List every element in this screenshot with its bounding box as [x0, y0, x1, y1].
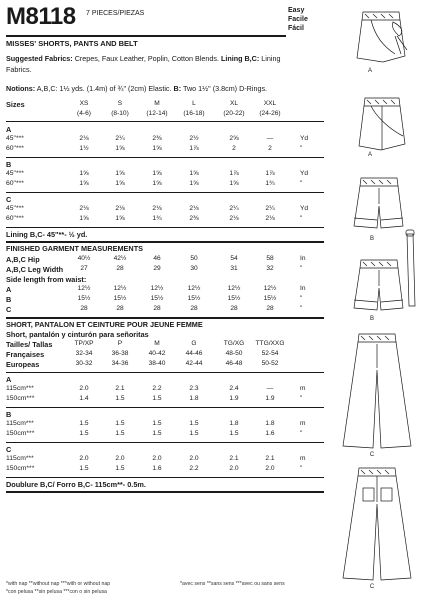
metric-unit: m	[300, 385, 306, 392]
size-range: (8-10)	[111, 110, 129, 117]
yardage-cell: 2⅛	[189, 205, 199, 212]
side-length-cell: 28	[116, 305, 124, 312]
metric-unit: "	[300, 430, 303, 437]
finished-cell: 50	[190, 255, 198, 262]
french-size-cell: 40-42	[148, 350, 166, 357]
side-length-cell: 12½	[263, 285, 277, 292]
yardage-cell: 2¼	[115, 135, 125, 142]
metric-yardage-cell: 2.2	[152, 385, 162, 392]
metric-yardage-cell: 2.1	[229, 455, 239, 462]
notions-text-abc: A,B,C: 1½ yds. (1.4m) of ¾" (2cm) Elastic.	[36, 84, 172, 93]
side-length-cell: 12½	[113, 285, 127, 292]
metric-yardage-cell: 1.8	[189, 395, 199, 402]
yardage-cell: 2¼	[265, 205, 275, 212]
notions-label: Notions:	[6, 84, 36, 93]
yardage-cell: 1⅞	[189, 145, 199, 152]
yardage-cell: 2¼	[229, 205, 239, 212]
french-sizes-label: Françaises	[6, 350, 45, 359]
metric-yardage-cell: 1.5	[152, 420, 162, 427]
metric-yardage-cell: 2.0	[265, 465, 275, 472]
belt-sketch	[406, 230, 415, 306]
metric-yardage-cell: 2.1	[265, 455, 275, 462]
view-c-back-sketch	[343, 468, 411, 580]
size-range: (20-22)	[223, 110, 245, 117]
finished-cell: 46	[153, 255, 161, 262]
european-size-cell: 38-40	[148, 360, 166, 367]
yardage-cell: 2⅛	[79, 135, 89, 142]
metric-fabric-width: 115cm***	[6, 420, 34, 427]
finished-label: A,B,C Hip	[6, 255, 40, 264]
yardage-cell: 1⅞	[229, 170, 239, 177]
side-length-label: A	[6, 285, 12, 294]
fabric-width: 60"***	[6, 145, 24, 152]
metric-yardage-cell: 2.3	[189, 385, 199, 392]
yardage-unit: Yd	[300, 205, 309, 212]
metric-yardage-cell: 2.0	[79, 385, 89, 392]
side-length-cell: 15½	[263, 295, 277, 302]
metric-fabric-width: 115cm***	[6, 455, 34, 462]
yardage-cell: 1⅝	[115, 180, 125, 187]
french-title: SHORT, PANTALON ET CEINTURE POUR JEUNE FEMME	[6, 320, 203, 329]
yardage-unit: "	[300, 215, 303, 222]
sizes-rule	[6, 121, 324, 122]
yardage-cell: 1¾	[152, 215, 162, 222]
european-sizes-label: Europeas	[6, 360, 40, 369]
french-size-cell: 44-46	[185, 350, 203, 357]
metric-unit: m	[300, 420, 306, 427]
side-length-label: B	[6, 295, 12, 304]
yardage-cell: 2⅝	[229, 135, 239, 142]
yardage-rule	[6, 192, 324, 193]
metric-unit: m	[300, 455, 306, 462]
view-a-front-sketch	[357, 12, 407, 62]
sketches-svg	[335, 6, 425, 584]
european-size-cell: 34-36	[111, 360, 129, 367]
lining-rule	[6, 241, 324, 243]
yardage-cell: 2⅜	[152, 135, 162, 142]
view-label-c1: C	[369, 452, 375, 458]
finished-cell: 32	[266, 265, 274, 272]
side-length-cell: 28	[190, 305, 198, 312]
yardage-cell: 1⅝	[79, 215, 89, 222]
finished-unit: In	[300, 255, 306, 262]
size-name: XS	[79, 100, 89, 107]
foreign-size-label: Tailles/ Tallas	[6, 340, 53, 349]
yardage-cell: —	[266, 135, 274, 142]
metric-unit: "	[300, 395, 303, 402]
view-label-b2: B	[369, 316, 374, 322]
metric-fabric-width: 115cm***	[6, 385, 34, 392]
side-length-cell: 15½	[150, 295, 164, 302]
metric-fabric-width: 150cm***	[6, 430, 35, 437]
footnote-fr: *avec sens **sans sens ***avec ou sans sens	[180, 581, 285, 587]
yardage-cell: 1¾	[265, 180, 275, 187]
french-size-cell: 48-50	[225, 350, 243, 357]
yardage-cell: 2⅛	[265, 215, 275, 222]
metric-yardage-cell: 2.2	[189, 465, 199, 472]
side-length-cell: 28	[266, 305, 274, 312]
lining-text: Lining Fabrics.	[6, 54, 281, 74]
french-size-cell: 52-54	[261, 350, 279, 357]
size-range: (12-14)	[146, 110, 168, 117]
metric-yardage-cell: 1.8	[229, 420, 239, 427]
finished-cell: 31	[230, 265, 238, 272]
metric-yardage-cell: 1.9	[229, 395, 239, 402]
yardage-rule	[6, 227, 324, 228]
notions-text-b: Two 1½" (3.8cm) D-Rings.	[183, 84, 268, 93]
view-c-front-sketch	[343, 334, 411, 448]
yardage-cell: 2	[232, 145, 236, 152]
european-size-cell: 30-32	[75, 360, 93, 367]
metric-yardage-cell: 1.5	[189, 430, 199, 437]
side-length-cell: 28	[80, 305, 88, 312]
metric-view-a-label: A	[6, 375, 12, 384]
metric-yardage-cell: 1.4	[79, 395, 89, 402]
finished-title: FINISHED GARMENT MEASUREMENTS	[6, 244, 144, 253]
difficulty-fr: Facile	[288, 16, 308, 23]
yardage-cell: 1⅞	[265, 170, 275, 177]
metric-yardage-cell: 1.8	[265, 420, 275, 427]
finished-cell: 42½	[113, 255, 127, 262]
metric-yardage-cell: 1.5	[79, 465, 89, 472]
side-length-cell: 12½	[77, 285, 91, 292]
pattern-title: MISSES' SHORTS, PANTS AND BELT	[6, 39, 138, 48]
side-length-label: C	[6, 305, 12, 314]
yardage-cell: 1⅝	[189, 170, 199, 177]
metric-yardage-cell: 2.0	[189, 455, 199, 462]
yardage-cell: 1½	[79, 145, 89, 152]
side-length-cell: 15½	[113, 295, 127, 302]
yardage-unit: Yd	[300, 170, 309, 177]
side-length-cell: 12½	[187, 285, 201, 292]
foreign-sizes-rule	[6, 372, 324, 373]
fabrics-text: Crepes, Faux Leather, Poplin, Cotton Blends.	[74, 54, 219, 63]
size-range: (24-26)	[259, 110, 281, 117]
fabric-width: 45"***	[6, 170, 24, 177]
metric-yardage-cell: 2.0	[152, 455, 162, 462]
finished-cell: 58	[266, 255, 274, 262]
side-length-cell: 28	[230, 305, 238, 312]
side-length-title: Side length from waist:	[6, 275, 87, 284]
size-name: XXL	[263, 100, 277, 107]
metric-view-c-label: C	[6, 445, 12, 454]
view-label-c2: C	[369, 584, 375, 590]
french-size-cell: 32-34	[75, 350, 93, 357]
view-a-back-sketch	[359, 98, 405, 150]
yardage-unit: "	[300, 180, 303, 187]
yardage-cell: 2	[268, 145, 272, 152]
yardage-rule	[6, 157, 324, 158]
finished-rule	[6, 317, 324, 319]
yardage-cell: 1⅝	[79, 170, 89, 177]
yardage-cell: 1⅝	[152, 170, 162, 177]
view-label-a1: A	[367, 68, 372, 74]
side-length-unit: In	[300, 285, 306, 292]
notions-label-b: B:	[173, 84, 182, 93]
yardage-cell: 1⅝	[152, 180, 162, 187]
finished-label: A,B,C Leg Width	[6, 265, 64, 274]
yardage-cell: 2⅛	[115, 205, 125, 212]
notions	[6, 85, 286, 92]
view-label-b1: B	[369, 236, 374, 242]
side-length-cell: 15½	[227, 295, 241, 302]
foreign-size-name: P	[117, 340, 123, 347]
metric-yardage-cell: 1.9	[265, 395, 275, 402]
side-length-cell: 15½	[77, 295, 91, 302]
view-a-label: A	[6, 125, 12, 134]
metric-yardage-cell: —	[266, 385, 274, 392]
finished-cell: 27	[80, 265, 88, 272]
yardage-cell: 2⅜	[189, 215, 199, 222]
metric-yardage-cell: 1.5	[189, 420, 199, 427]
fabric-width: 60"***	[6, 180, 24, 187]
metric-view-b-label: B	[6, 410, 12, 419]
european-size-cell: 42-44	[185, 360, 203, 367]
metric-yardage-cell: 1.5	[229, 430, 239, 437]
spanish-title: Short, pantalón y cinturón para señoritas	[6, 330, 149, 339]
lining-yardage: Lining B,C- 45"**- ½ yd.	[6, 230, 88, 239]
size-range: (16-18)	[183, 110, 205, 117]
yardage-cell: 1⅝	[152, 145, 162, 152]
metric-yardage-cell: 2.0	[79, 455, 89, 462]
side-length-cell: 15½	[187, 295, 201, 302]
view-sketches	[335, 6, 425, 584]
side-length-unit: "	[300, 295, 303, 302]
foreign-size-name: TTG/XXG	[255, 340, 285, 347]
difficulty-en: Easy	[288, 7, 305, 14]
header-rule	[6, 35, 286, 37]
finished-cell: 54	[230, 255, 238, 262]
side-length-unit: "	[300, 305, 303, 312]
yardage-cell: 2⅛	[79, 205, 89, 212]
yardage-cell: 1⅝	[229, 180, 239, 187]
metric-yardage-cell: 1.5	[152, 430, 162, 437]
foreign-size-name: G	[191, 340, 197, 347]
side-length-cell: 12½	[227, 285, 241, 292]
metric-yardage-cell: 1.5	[152, 395, 162, 402]
fabric-width: 60"***	[6, 215, 24, 222]
finished-cell: 40½	[77, 255, 91, 262]
difficulty-es: Fácil	[288, 25, 304, 32]
size-range: (4-6)	[77, 110, 91, 117]
metric-yardage-cell: 1.5	[115, 465, 125, 472]
yardage-unit: Yd	[300, 135, 309, 142]
yardage-unit: "	[300, 145, 303, 152]
fabric-width: 45"***	[6, 205, 24, 212]
size-name: XL	[229, 100, 239, 107]
size-name: L	[192, 100, 196, 107]
metric-yardage-cell: 1.6	[152, 465, 162, 472]
metric-yardage-cell: 1.5	[115, 395, 125, 402]
pattern-number: M8118	[6, 3, 76, 30]
european-size-cell: 50-52	[261, 360, 279, 367]
metric-yardage-cell: 1.6	[265, 430, 275, 437]
footer-rule	[6, 491, 324, 493]
view-label-a2: A	[367, 152, 372, 158]
view-b-front-sketch	[354, 178, 403, 228]
pieces-count: 7 PIECES/PIEZAS	[86, 10, 145, 17]
side-length-cell: 12½	[150, 285, 164, 292]
yardage-cell: 2⅛	[152, 205, 162, 212]
metric-yardage-cell: 2.1	[115, 385, 125, 392]
metric-yardage-cell: 1.5	[79, 430, 89, 437]
view-c-label: C	[6, 195, 12, 204]
fabrics-label: Suggested Fabrics:	[6, 54, 73, 63]
metric-yardage-cell: 2.4	[229, 385, 239, 392]
yardage-cell: 1⅝	[79, 180, 89, 187]
yardage-cell: 1⅝	[189, 180, 199, 187]
yardage-cell: 1⅝	[115, 145, 125, 152]
metric-yardage-cell: 2.0	[229, 465, 239, 472]
european-size-cell: 46-48	[225, 360, 243, 367]
fabric-width: 45"***	[6, 135, 24, 142]
yardage-cell: 1⅝	[115, 170, 125, 177]
sizes-label: Sizes	[6, 100, 25, 109]
yardage-cell: 1⅝	[115, 215, 125, 222]
view-b-back-sketch	[354, 260, 403, 310]
size-name: M	[154, 100, 160, 107]
footnote-en: *with nap **without nap ***with or without nap	[6, 581, 111, 587]
foreign-size-name: M	[154, 340, 160, 347]
finished-cell: 29	[153, 265, 161, 272]
metric-rule	[6, 477, 324, 478]
metric-unit: "	[300, 465, 303, 472]
finished-cell: 28	[116, 265, 124, 272]
finished-unit: "	[300, 265, 303, 272]
metric-rule	[6, 442, 324, 443]
side-length-cell: 28	[153, 305, 161, 312]
metric-rule	[6, 407, 324, 408]
foreign-size-name: TP/XP	[74, 340, 94, 347]
finished-cell: 30	[190, 265, 198, 272]
footnote-es: *con pelusa **sin pelusa ***con o sin pelusa	[6, 589, 107, 595]
metric-yardage-cell: 1.5	[115, 420, 125, 427]
metric-yardage-cell: 1.5	[115, 430, 125, 437]
yardage-cell: 2⅛	[229, 215, 239, 222]
metric-fabric-width: 150cm***	[6, 395, 35, 402]
lining-label: Lining B,C:	[220, 54, 260, 63]
metric-yardage-cell: 2.0	[115, 455, 125, 462]
size-name: S	[117, 100, 123, 107]
metric-yardage-cell: 1.5	[79, 420, 89, 427]
yardage-cell: 2½	[189, 135, 199, 142]
view-b-label: B	[6, 160, 12, 169]
french-size-cell: 36-38	[111, 350, 129, 357]
metric-lining: Doublure B,C/ Forro B,C- 115cm**- 0.5m.	[6, 480, 146, 489]
metric-fabric-width: 150cm***	[6, 465, 35, 472]
foreign-size-name: TG/XG	[223, 340, 245, 347]
suggested-fabrics	[6, 53, 286, 75]
